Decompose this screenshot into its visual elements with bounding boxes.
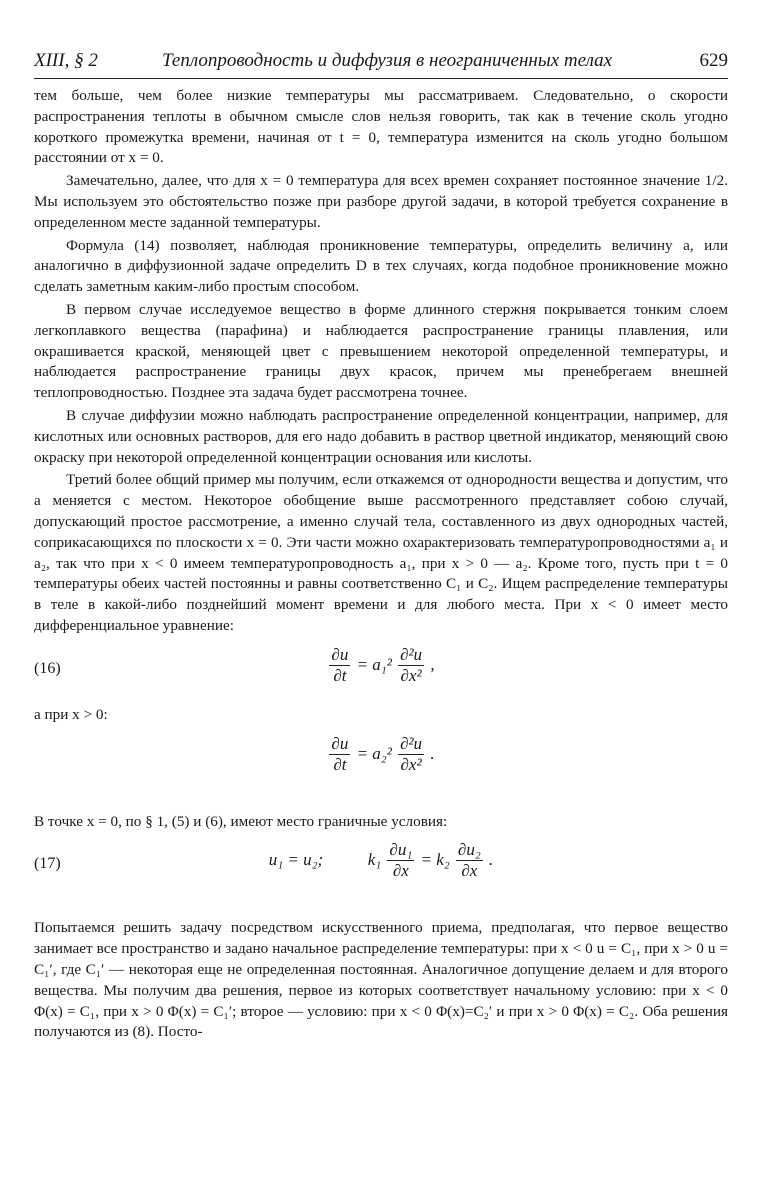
fraction: $\frac{\text{∂u₂}}{\partial x}$ (457, 840, 481, 881)
paragraph: В случае диффузии можно наблюдать распространение определенной концентрации, например, для кислотных или основных растворов, для его надо добавить в раствор цветной индикатор, меняющий свою окраску при некоторой определенной концентрации основания или кислоты. (34, 406, 728, 466)
paragraph: В первом случае исследуемое вещество в форме длинного стержня покрывается тонким слоем легкоплавкого вещества (парафина) и наблюдается распространение границы плавления, или окрашивается краской, меняющей цвет с превышением некоторой определенной температуры, и наблюдается распространение границы двух красок, причем мы пренебрегаем внешней теплопроводностью. Позднее эта задача будет рассмотрена точнее. (34, 300, 728, 402)
equation-16 (34, 645, 728, 697)
paragraph: тем больше, чем более низкие температуры мы рассматриваем. Следовательно, о скорости распространения теплоты в обычном смысле слов нельзя говорить, так как в течение сколь угодно короткого промежутка времени, начиная от t = 0, температура изменится на сколь угодно большом расстоянии от x = 0. (34, 87, 728, 167)
paragraph: а при x > 0: (34, 705, 108, 723)
equation-formula: $\frac{\partial u}{\partial t}$ = a₂² $\frac{\text{∂²u}}{\text{∂x²}}$ . (331, 733, 435, 774)
page-number: 629 (699, 50, 728, 71)
running-title: Теплопроводность и диффузия в неограниченных телах (162, 50, 613, 71)
equation-formula: u₁ = u₂; k₁ $\frac{\text{∂u₁}}{\partial x}$ = k₂ $\frac{\text{∂u₂}}{\partial x}$ . (268, 840, 494, 881)
paragraph: Третий более общий пример мы получим, если откажемся от однородности вещества и допустим, что a меняется с местом. Некоторое обобщение выше рассмотренного представляет собою случай, допускающий простое рассмотрение, а именно случай тела, составленного из двух однородных частей, соприкасающихся по плоскости x = 0. Эти части можно охарактеризовать температуропроводностями a₁ и a₂, так что при x < 0 имеем температуропроводность a₁, при x > 0 — a₂. Кроме того, пусть при t = 0 температуры обеих частей постоянны и равны соответственно C₁ и C₂. Ищем распределение температуры в теле в какой-либо позднейший момент времени и для любого места. При x < 0 имеет место дифференциальное уравнение: (34, 471, 728, 634)
equation-number: (17) (34, 855, 61, 873)
header-divider (34, 78, 728, 79)
equation-17 (34, 840, 728, 892)
paragraph: В точке x = 0, по § 1, (5) и (6), имеют место граничные условия: (34, 812, 448, 830)
page-body (34, 86, 728, 1043)
equation-number: (16) (34, 659, 61, 677)
fraction: $\frac{\partial u}{\partial t}$ (331, 644, 349, 685)
spacer (34, 900, 728, 918)
fraction: $\frac{\partial u}{\partial t}$ (331, 733, 349, 774)
running-header (34, 50, 728, 76)
paragraph: Замечательно, далее, что для x = 0 температура для всех времен сохраняет постоянное значение 1/2. Мы используем это обстоятельство позже при разборе другой задачи, в которой требуется сохранение в определенном месте заданной температуры. (34, 172, 728, 231)
equation-16b (34, 734, 728, 786)
spacer (34, 794, 728, 812)
section-label: XIII, § 2 (34, 50, 98, 71)
paragraph: Попытаемся решить задачу посредством искусственного приема, предполагая, что первое вещество занимает все пространство и задано начальное распределение температуры: при x < 0 u = C₁, при x > 0 u = C₁′, где C₁′ — некоторая еще не определенная постоянная. Аналогичное допущение делаем и для второго вещества. Мы получим два решения, первое из которых соответствует начальному условию: при x < 0 Φ(x) = C₁, при x > 0 Φ(x) = C₁′; второе — условию: при x < 0 Φ(x)=C₂′ и при x > 0 Φ(x) = C₂. Оба решения получаются из (8). Посто- (34, 919, 728, 1041)
paragraph: Формула (14) позволяет, наблюдая проникновение температуры, определить величину a, или аналогично в диффузионной задаче определить D в тех случаях, когда подобное проникновение можно сделать заметным каким-либо простым способом. (34, 236, 728, 296)
equation-formula: $\frac{\partial u}{\partial t}$ = a₁² $\frac{\text{∂²u}}{\text{∂x²}}$ , (331, 644, 435, 685)
fraction: $\frac{\text{∂²u}}{\text{∂x²}}$ (400, 644, 423, 685)
fraction: $\frac{\text{∂u₁}}{\partial x}$ (389, 840, 413, 881)
fraction: $\frac{\text{∂²u}}{\text{∂x²}}$ (400, 733, 423, 774)
